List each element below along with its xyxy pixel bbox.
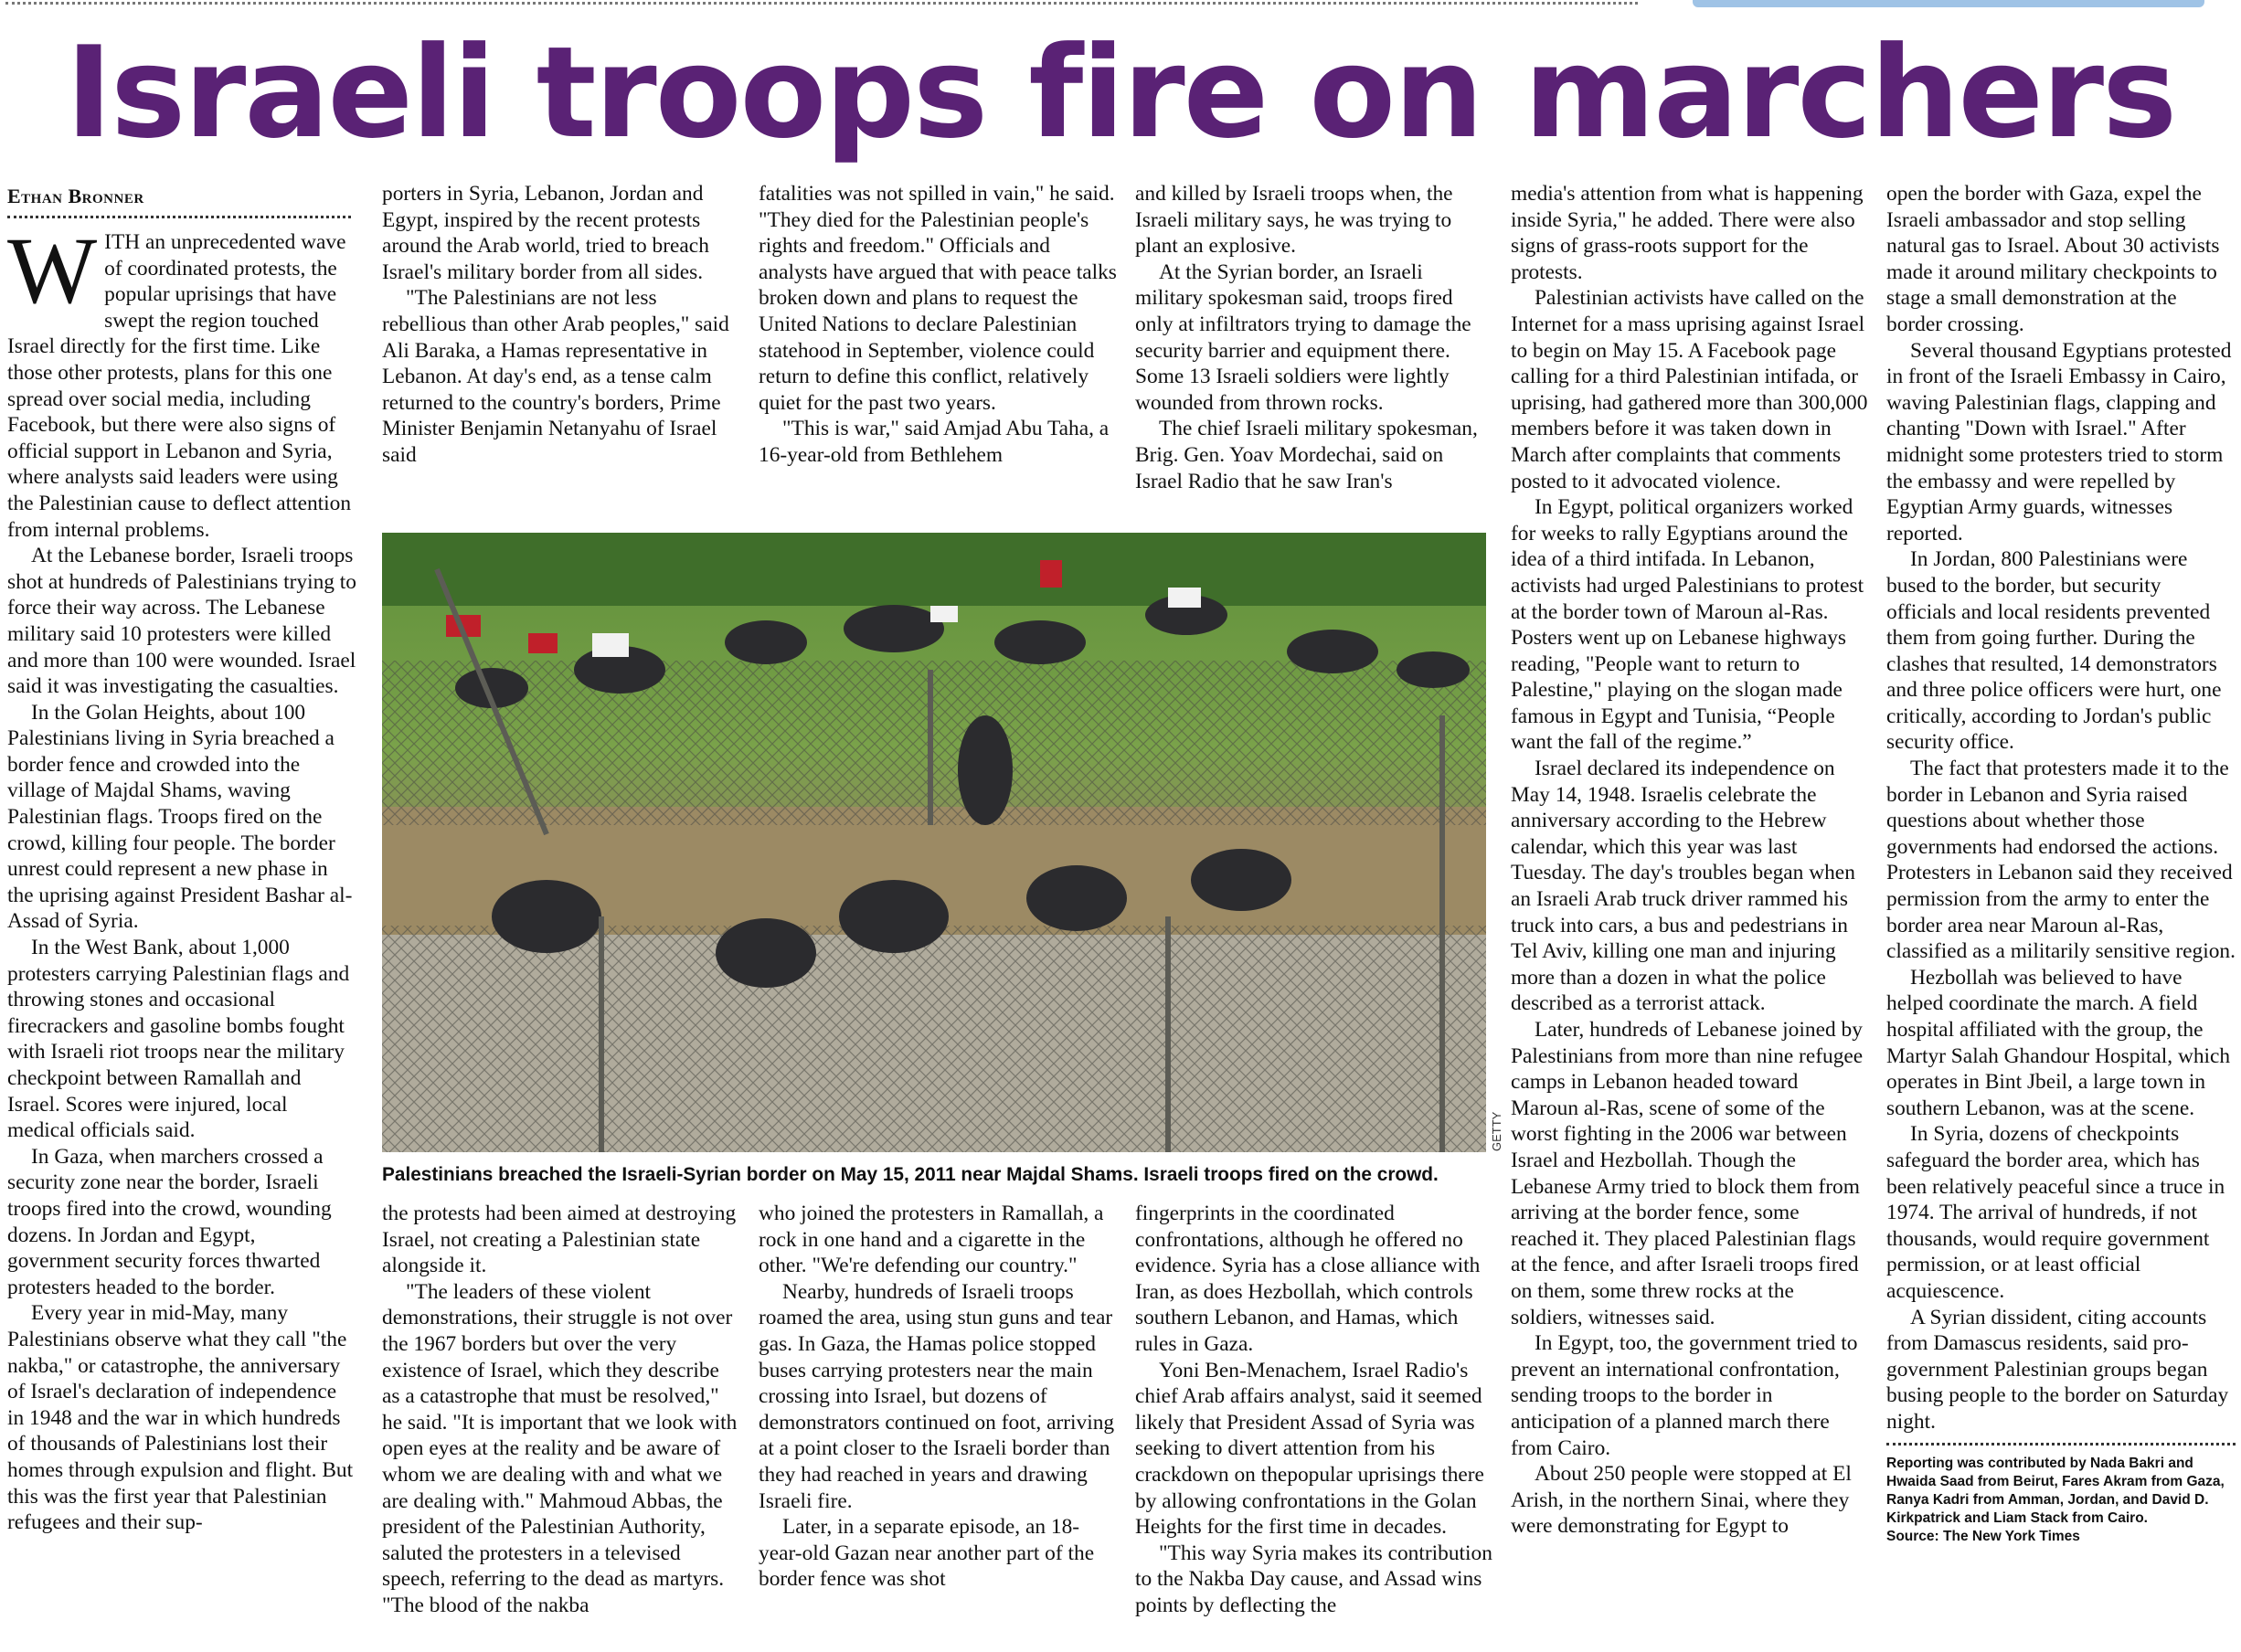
byline: Ethan Bronner xyxy=(7,185,144,207)
col6-p1: open the border with Gaza, expel the Israeli ambassador and stop selling natural gas to Israel. About 30 activists made it around military checkpoints to stage a small demonstration at the border crossing. xyxy=(1886,182,2220,336)
col4-p1: and killed by Israeli troops when, the Israeli military says, he was trying to plant an explosive. xyxy=(1135,182,1453,259)
headline: Israeli troops fire on marchers xyxy=(65,19,2176,166)
col3b-p3: Later, in a separate episode, an 18-year-old Gazan near another part of the border fence was shot xyxy=(759,1515,1095,1592)
col2-p2: "The Palestinians are not less rebellious than other Arab peoples," said Ali Baraka, a Hamas representative in Lebanon. At day's end, as a tense calm returned to the country's borders, Prime Minister Benjamin Netanyahu of Israel said xyxy=(382,286,729,467)
column-3-bottom xyxy=(759,1201,1117,1593)
col6-p5: Hezbollah was believed to have helped coordinate the march. A field hospital affiliated with the group, the Martyr Salah Ghandour Hospital, which operates in Bint Jbeil, a large town in southern Lebanon, was at the scene. xyxy=(1886,965,2231,1120)
contributors-rule xyxy=(1886,1443,2236,1446)
col2b-p1: the protests had been aimed at destroying Israel, not creating a Palestinian state alongside it. xyxy=(382,1202,737,1278)
col3-p1: fatalities was not spilled in vain," he said. "They died for the Palestinian people's rights and freedom." Officials and analysts have argued that with peace talks broken down and plans to request the United Nations to declare Palestinian statehood in September, violence could return to define this conflict, relatively quiet for the past two years. xyxy=(759,182,1117,415)
col5-p2: Palestinian activists have called on the Internet for a mass uprising against Israel to begin on May 15. A Facebook page calling for a third Palestinian intifada, or uprising, had gathered more than 300,000 members before it was taken down in March after complaints that comments posted to it advocated violence. xyxy=(1511,286,1868,493)
photo-credit: GETTY xyxy=(1490,1111,1503,1151)
col3-p2: "This is war," said Amjad Abu Taha, a 16-year-old from Bethlehem xyxy=(759,417,1110,467)
col2b-p2: "The leaders of these violent demonstrations, their struggle is not over the 1967 borders but over the very existence of Israel, which they describe as a catastrophe that must be resolved," he said. "It is important that we look with open eyes at the reality and be aware of whom we are dealing with and what we are dealing with." Mahmoud Abbas, the president of the Palestinian Authority, saluted the protesters in a televised speech, referring to the dead as martyrs. "The blood of the nakba xyxy=(382,1279,738,1617)
drop-cap: W xyxy=(7,218,98,323)
col4b-p3: "This way Syria makes its contribution to the Nakba Day cause, and Assad wins points by deflecting the xyxy=(1135,1541,1492,1617)
col2-p1: porters in Syria, Lebanon, Jordan and Egypt, inspired by the recent protests around the Arab world, tried to breach Israel's military border from all sides. xyxy=(382,182,709,284)
column-4-bottom xyxy=(1135,1201,1493,1619)
col1-p5: In Gaza, when marchers crossed a security zone near the border, Israeli troops fired into the crowd, wounding dozens. In Jordan and Egypt, government security forces thwarted protesters headed to the border. xyxy=(7,1144,332,1299)
column-6 xyxy=(1886,181,2236,1546)
col6-p2: Several thousand Egyptians protested in front of the Israeli Embassy in Cairo, waving Palestinian flags, clapping and chanting "Down with Israel." After midnight some protesters tried to storm the embassy and were repelled by Egyptian Army guards, witnesses reported. xyxy=(1886,338,2232,545)
col1-p2: At the Lebanese border, Israeli troops shot at hundreds of Palestinians trying to force their way across. The Lebanese military said 10 protesters were killed and more than 100 were wounded. Israel said it was investigating the casualties. xyxy=(7,544,357,699)
column-2-top xyxy=(382,181,740,469)
col4-p2: At the Syrian border, an Israeli military spokesman said, troops fired only at infiltrators trying to damage the security barrier and equipment there. Some 13 Israeli soldiers were lightly wounded from thrown rocks. xyxy=(1135,259,1471,415)
col5-p7: About 250 people were stopped at El Arish, in the northern Sinai, where they were demonstrating for Egypt to xyxy=(1511,1462,1852,1539)
col1-p3: In the Golan Heights, about 100 Palestinians living in Syria breached a border fence and crowded into the village of Majdal Shams, waving Palestinian flags. Troops fired on the crowd, killing four people. The border unrest could represent a new phase in the uprising against President Bashar al-Assad of Syria. xyxy=(7,700,353,934)
column-3-top xyxy=(759,181,1117,469)
col6-p4: The fact that protesters made it to the border in Lebanon and Syria raised questions about whether those governments had endorsed the actions. Protesters in Lebanon said they received permission from the army to enter the border area near Maroun al-Ras, classified as a militarily sensitive region. xyxy=(1886,757,2236,964)
col3b-p2: Nearby, hundreds of Israeli troops roamed the area, using stun guns and tear gas. In Gaza, the Hamas police stopped buses carrying protesters near the main crossing into Israel, but dozens of demonstrators continued on foot, arriving at a point closer to the Israeli border than they had reached in years and drawing Israeli fire. xyxy=(759,1279,1115,1513)
border-photo-illustration xyxy=(382,533,1486,1152)
col5-p3: In Egypt, political organizers worked for weeks to rally Egyptians around the idea of a third intifada. In Lebanon, activists had urged Palestinians to protest at the border town of Maroun al-Ras. Posters went up on Lebanese highways reading, "People want to return to Palestine," playing on the slogan made famous in Egypt and Tunisia, “People want the fall of the regime.” xyxy=(1511,495,1864,755)
col5-p1: media's attention from what is happening inside Syria," he added. There were also signs of grass-roots support for the protests. xyxy=(1511,182,1864,284)
border-photo xyxy=(382,533,1486,1152)
col4-p3: The chief Israeli military spokesman, Brig. Gen. Yoav Mordechai, said on Israel Radio that he saw Iran's xyxy=(1135,417,1478,493)
col4b-p1: fingerprints in the coordinated confrontations, although he offered no evidence. Syria has a close alliance with Iran, as does Hezbollah, which controls southern Lebanon, and Hamas, which rules in Gaza. xyxy=(1135,1202,1481,1356)
col1-p4: In the West Bank, about 1,000 protesters carrying Palestinian flags and throwing stones and occasional firecrackers and gasoline bombs fought with Israeli riot troops near the military checkpoint between Ramallah and Israel. Scores were injured, local medical officials said. xyxy=(7,936,350,1143)
lead-paragraph xyxy=(7,218,356,543)
col4b-p2: Yoni Ben-Menachem, Israel Radio's chief Arab affairs analyst, said it seemed likely that President Assad of Syria was seeking to divert attention from his crackdown on thepopular uprisings there by allowing confrontations in the Golan Heights for the first time in decades. xyxy=(1135,1358,1484,1540)
col3b-p1: who joined the protesters in Ramallah, a rock in one hand and a cigarette in the other. "We're defending our country." xyxy=(759,1202,1104,1278)
top-tab xyxy=(1693,0,2204,7)
column-2-bottom xyxy=(382,1201,740,1619)
col6-p6: In Syria, dozens of checkpoints safeguard the border area, which has been relatively peaceful since a truce in 1974. The arrival of hundreds, if not thousands, would require government permission, or at least official acquiescence. xyxy=(1886,1122,2225,1303)
source-line: Source: The New York Times xyxy=(1886,1528,2080,1544)
col5-p5: Later, hundreds of Lebanese joined by Palestinians from more than nine refugee camps in Lebanon headed toward Maroun al-Ras, scene of some of the worst fighting in the 2006 war between Israel and Hezbollah. Though the Lebanese Army tried to block them from arriving at the border fence, some reached it. They placed Palestinian flags at the fence, and after Israeli troops fired on them, some threw rocks at the soldiers, witnesses said. xyxy=(1511,1018,1864,1329)
column-5 xyxy=(1511,181,1869,1540)
column-4-top xyxy=(1135,181,1493,494)
top-strip xyxy=(0,0,2241,9)
col1-p6: Every year in mid-May, many Palestinians observe what they call "the nakba," or catastrophe, the anniversary of Israel's declaration of independence in 1948 and the war in which hundreds of thousands of Palestinians lost their homes through expulsion and flight. But this was the first year that Palestinian refugees and their sup- xyxy=(7,1301,354,1535)
top-dotted-rule xyxy=(5,2,1638,5)
column-1 xyxy=(7,183,356,1536)
col1-p1-text: ITH an unprecedented wave of coordinated protests, the popular uprisings that have swept the region touched Israel directly for the first time. Like those other protests, plans for this one spread over social media, including Facebook, but there were also signs of official support in Lebanon and Syria, where analysts said leaders were using the Palestinian cause to deflect attention from internal problems. xyxy=(7,230,352,542)
photo-caption: Palestinians breached the Israeli-Syrian border on May 15, 2011 near Majdal Shams. Israeli troops fired on the crowd. xyxy=(382,1164,1439,1185)
col5-p4: Israel declared its independence on May 14, 1948. Israelis celebrate the anniversary according to the Hebrew calendar, which this year was last Tuesday. The day's troubles began when an Israeli Arab truck driver rammed his truck into cars, a bus and pedestrians in Tel Aviv, killing one man and injuring more than a dozen in what the police described as a terrorist attack. xyxy=(1511,757,1855,1016)
col6-p3: In Jordan, 800 Palestinians were bused to the border, but security officials and local residents prevented them from going further. During the clashes that resulted, 14 demonstrators and three police officers were hurt, one critically, according to Jordan's public security office. xyxy=(1886,547,2222,755)
col5-p6: In Egypt, too, the government tried to prevent an international confrontation, sending troops to the border in anticipation of a planned march there from Cairo. xyxy=(1511,1331,1858,1460)
col6-p7: A Syrian dissident, citing accounts from Damascus residents, said pro-government Palestinian groups began busing people to the border on Saturday night. xyxy=(1886,1305,2229,1434)
contributors-note: Reporting was contributed by Nada Bakri and Hwaida Saad from Beirut, Fares Akram from Gaza, Ranya Kadri from Amman, Jordan, and David D. Kirkpatrick and Liam Stack from Cairo. xyxy=(1886,1455,2225,1526)
